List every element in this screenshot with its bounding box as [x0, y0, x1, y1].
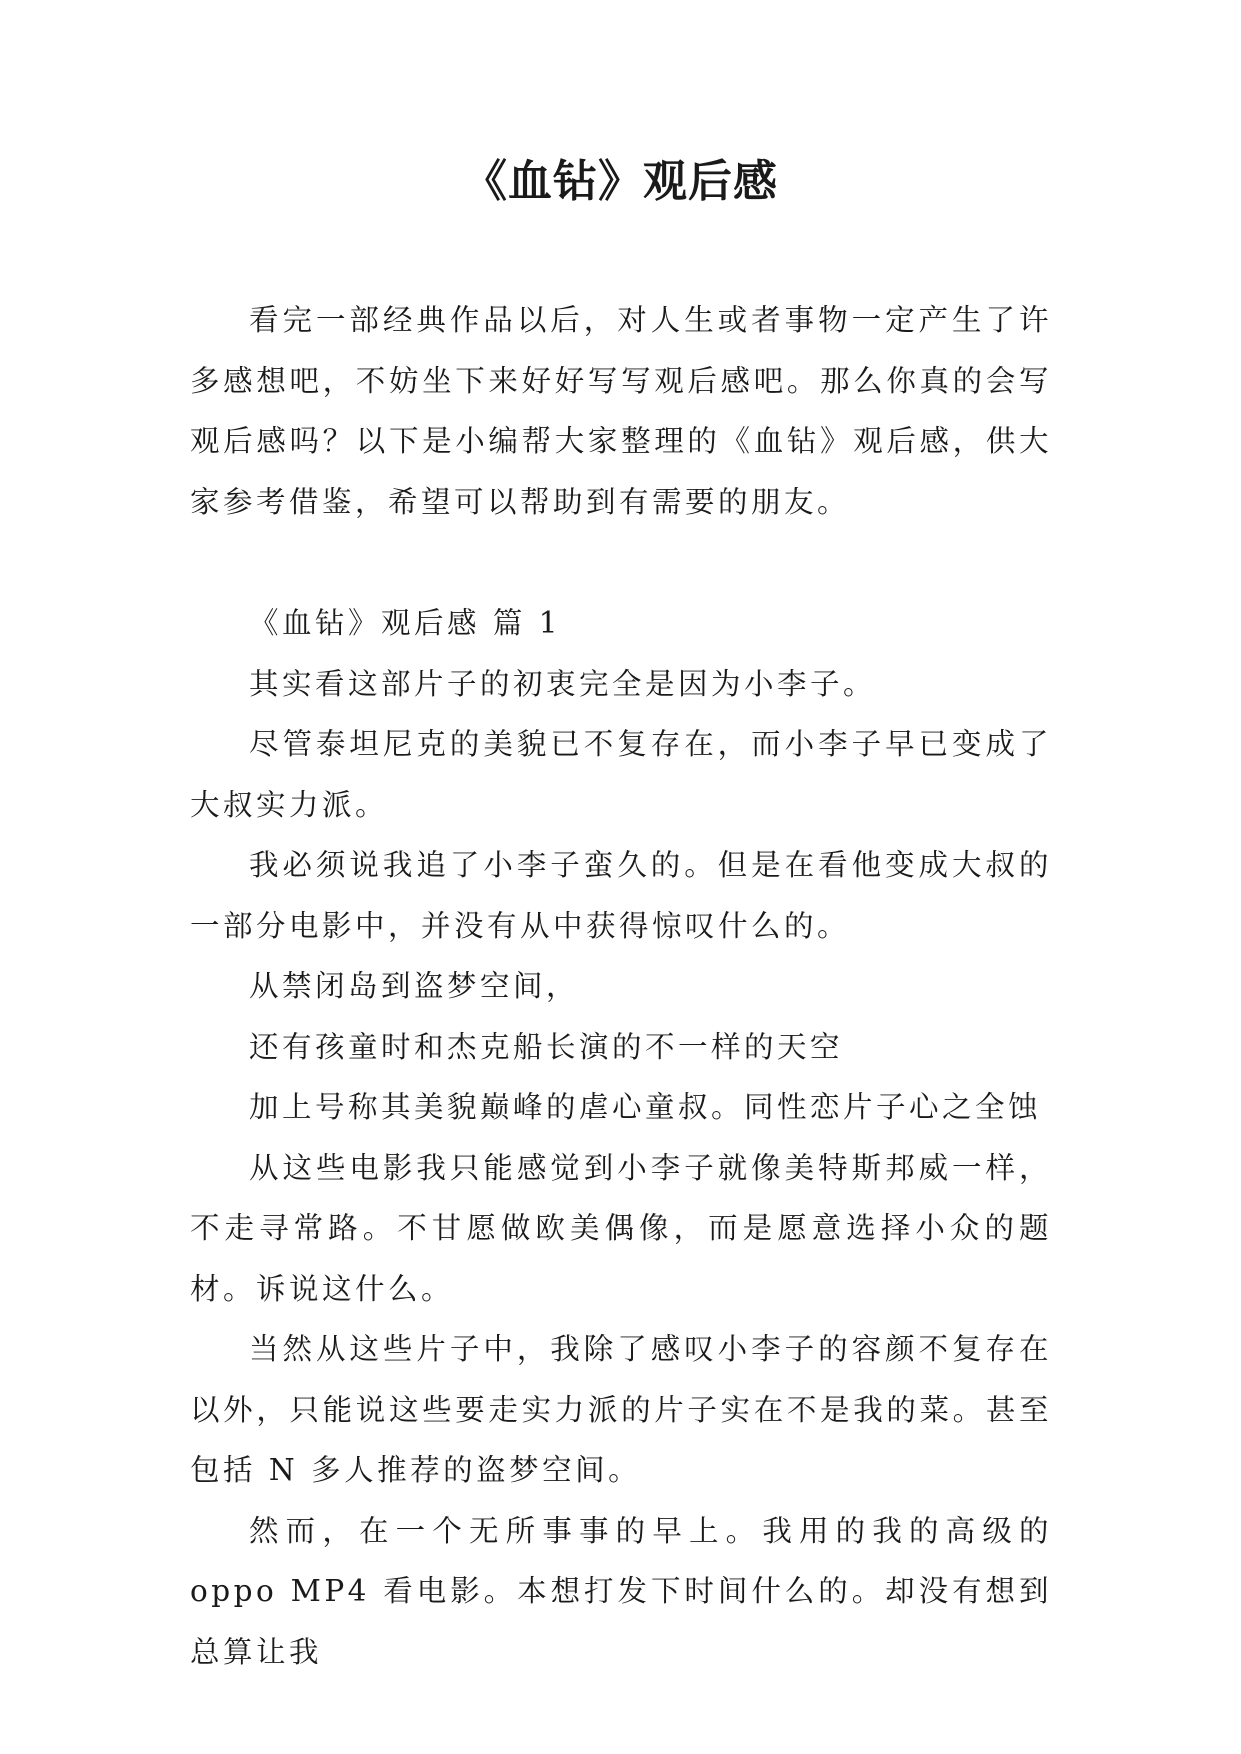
body-paragraph: 从这些电影我只能感觉到小李子就像美特斯邦威一样，不走寻常路。不甘愿做欧美偶像，而是愿意选择小众的题材。诉说这什么。 — [190, 1150, 1052, 1306]
section-heading: 《血钻》观后感 篇 1 — [249, 606, 562, 640]
body-paragraph: 其实看这部片子的初衷完全是因为小李子。 — [249, 666, 877, 701]
body-paragraph: 当然从这些片子中，我除了感叹小李子的容颜不复存在以外，只能说这些要走实力派的片子实在不是我的菜。甚至包括 N 多人推荐的盗梦空间。 — [190, 1332, 1052, 1487]
body-paragraph: 尽管泰坦尼克的美貌已不复存在，而小李子早已变成了大叔实力派。 — [190, 727, 1052, 822]
document-body — [190, 290, 1052, 1682]
document-title: 《血钻》观后感 — [463, 156, 778, 207]
body-paragraph: 然而，在一个无所事事的早上。我用的我的高级的 oppo MP4 看电影。本想打发下时间什么的。却没有想到总算让我 — [190, 1513, 1052, 1669]
body-paragraph: 从禁闭岛到盗梦空间， — [249, 969, 580, 1003]
body-paragraph: 加上号称其美貌巅峰的虐心童叔。同性恋片子心之全蚀 — [249, 1090, 1042, 1124]
body-paragraph: 还有孩童时和杰克船长演的不一样的天空 — [249, 1029, 844, 1064]
body-paragraph: 我必须说我追了小李子蛮久的。但是在看他变成大叔的一部分电影中，并没有从中获得惊叹什么的。 — [190, 848, 1052, 943]
intro-paragraph: 看完一部经典作品以后，对人生或者事物一定产生了许多感想吧，不妨坐下来好好写写观后感吧。那么你真的会写观后感吗？以下是小编帮大家整理的《血钻》观后感，供大家参考借鉴，希望可以帮助到有需要的朋友。 — [190, 303, 1052, 519]
